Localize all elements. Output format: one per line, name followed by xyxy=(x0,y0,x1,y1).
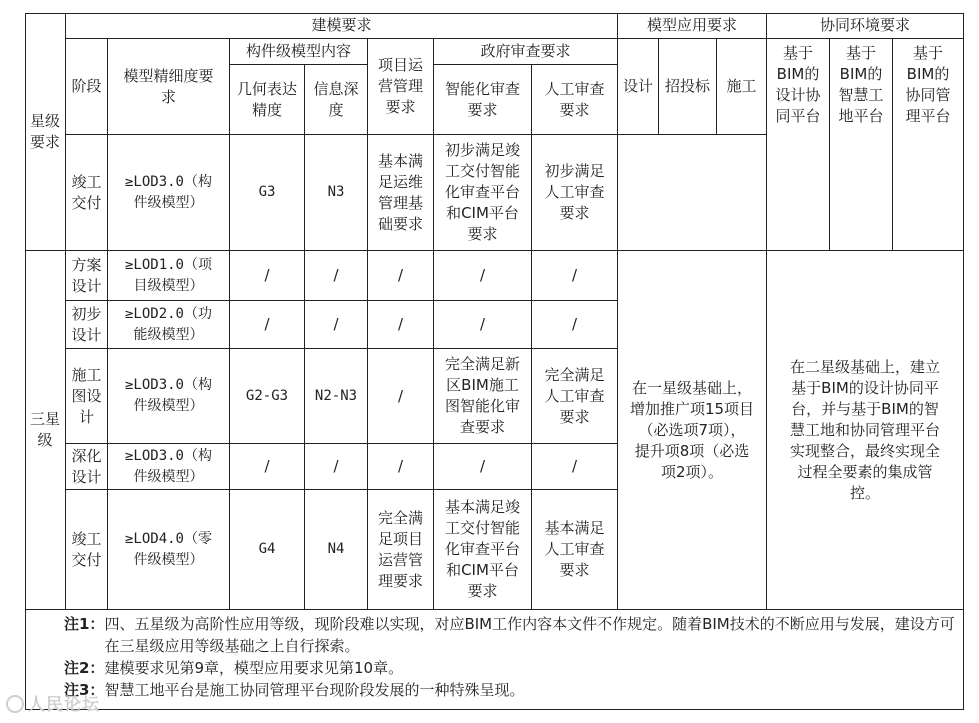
header-ops xyxy=(368,39,434,135)
header-modeling-text: 建模要求 xyxy=(311,16,372,34)
top-row-lod-text: ≥LOD3.0（构 件级模型） xyxy=(124,173,212,211)
header-app xyxy=(618,13,767,39)
row-detail-lod xyxy=(108,444,230,490)
row-cd-geometry-text: G2-G3 xyxy=(245,387,289,404)
header-bid xyxy=(659,39,717,135)
header-info-text: 信息深 度 xyxy=(313,79,359,119)
row-scheme-info-text: / xyxy=(333,266,339,284)
note-1-label: 注1： xyxy=(64,615,105,633)
row-scheme-info xyxy=(305,251,368,301)
note-2-label: 注2： xyxy=(64,659,105,677)
row-scheme-stage-text: 方案 设计 xyxy=(71,255,102,295)
header-gov xyxy=(434,39,618,65)
note-1 xyxy=(64,613,955,657)
row-cd-smart-text: 完全满足新 区BIM施工 图智能化审 查要求 xyxy=(444,355,520,436)
row-prelim-lod-text: ≥LOD2.0（功 能级模型） xyxy=(124,305,212,343)
row-scheme-geometry xyxy=(230,251,305,301)
row-delivery-lod-text: ≥LOD4.0（零 件级模型） xyxy=(124,530,212,568)
three-star-label-text: 三星 级 xyxy=(29,410,60,449)
row-cd-stage-text: 施工 图设 计 xyxy=(71,365,102,426)
row-detail-info xyxy=(305,444,368,490)
row-detail-ops-text: / xyxy=(397,457,404,475)
top-row-manual-text: 初步满足 人工审查 要求 xyxy=(544,162,605,222)
row-delivery-info-text: N4 xyxy=(327,541,345,557)
three-star-app-requirement xyxy=(618,251,767,610)
header-platform-mgmt-text: 基于 BIM的 协同管 理平台 xyxy=(905,44,951,125)
row-delivery-lod xyxy=(108,490,230,610)
row-prelim-info-text: / xyxy=(333,315,339,333)
header-smart xyxy=(434,65,532,135)
row-scheme-smart-text: / xyxy=(479,266,486,284)
row-delivery-smart-text: 基本满足竣 工交付智能 化审查平台 和CIM平台 要求 xyxy=(444,498,520,600)
header-build-text: 施工 xyxy=(726,77,757,95)
row-scheme-manual-text: / xyxy=(571,266,578,284)
row-cd-ops xyxy=(368,349,434,444)
row-prelim-smart xyxy=(434,301,532,349)
row-prelim-stage xyxy=(66,301,108,349)
row-cd-lod-text: ≥LOD3.0（构 件级模型） xyxy=(124,377,212,414)
row-delivery-info xyxy=(305,490,368,610)
header-star-level xyxy=(25,13,66,251)
header-bid-text: 招投标 xyxy=(664,77,710,95)
header-info xyxy=(305,65,368,135)
row-cd-manual xyxy=(532,349,618,444)
watermark-text: 人民论坛 xyxy=(28,695,100,715)
row-cd-stage xyxy=(66,349,108,444)
header-component-text: 构件级模型内容 xyxy=(245,42,351,60)
row-delivery-manual xyxy=(532,490,618,610)
row-prelim-manual xyxy=(532,301,618,349)
note-3-label: 注3： xyxy=(64,681,105,699)
header-platform-site xyxy=(830,39,893,251)
header-manual-text: 人工审查 要求 xyxy=(544,79,605,119)
row-prelim-stage-text: 初步 设计 xyxy=(71,304,102,344)
row-scheme-smart xyxy=(434,251,532,301)
three-star-app-text: 在一星级基础上， 增加推广项15项目 （必选项7项）， 提升项8项（必选 项2项）。 xyxy=(629,378,755,481)
row-delivery-geometry xyxy=(230,490,305,610)
row-scheme-ops xyxy=(368,251,434,301)
header-lod xyxy=(108,39,230,135)
notes-section xyxy=(25,609,964,710)
row-delivery-geometry-text: G4 xyxy=(258,541,276,557)
header-gov-text: 政府审查要求 xyxy=(480,42,571,60)
top-row-geometry xyxy=(230,135,305,251)
row-detail-manual-text: / xyxy=(571,457,578,475)
row-prelim-geometry-text: / xyxy=(264,315,270,333)
header-geometry xyxy=(230,65,305,135)
row-detail-manual xyxy=(532,444,618,490)
row-prelim-geometry xyxy=(230,301,305,349)
top-row-info xyxy=(305,135,368,251)
row-detail-stage xyxy=(66,444,108,490)
row-prelim-manual-text: / xyxy=(571,315,578,333)
top-row-stage-text: 竣工 交付 xyxy=(71,172,102,212)
top-row-lod xyxy=(108,135,230,251)
header-platform-mgmt xyxy=(893,39,964,251)
header-star-level-text: 星级 要求 xyxy=(29,111,60,151)
row-delivery-stage xyxy=(66,490,108,610)
row-delivery-manual-text: 基本满足 人工审查 要求 xyxy=(544,519,605,579)
row-prelim-info xyxy=(305,301,368,349)
row-detail-geometry-text: / xyxy=(264,457,270,475)
header-stage-text: 阶段 xyxy=(71,77,102,95)
header-collab xyxy=(767,13,964,39)
header-build xyxy=(717,39,767,135)
row-detail-smart-text: / xyxy=(479,457,486,475)
note-3 xyxy=(64,679,955,701)
top-row-ops xyxy=(368,135,434,251)
row-delivery-ops-text: 完全满 足项目 运营管 理要求 xyxy=(377,508,423,590)
row-prelim-lod xyxy=(108,301,230,349)
note-3-text: 智慧工地平台是施工协同管理平台现阶段发展的一种特殊呈现。 xyxy=(104,681,525,699)
note-1-text: 四、五星级为高阶性应用等级，现阶段难以实现，对应BIM工作内容本文件不作规定。随着BIM技术的不断应用与发展，建设方可在三星级应用等级基础之上自行探索。 xyxy=(104,615,955,655)
header-design-text: 设计 xyxy=(622,77,653,95)
header-platform-design xyxy=(767,39,830,251)
row-prelim-smart-text: / xyxy=(479,315,486,333)
row-cd-info-text: N2-N3 xyxy=(314,387,358,404)
row-scheme-stage xyxy=(66,251,108,301)
row-prelim-ops xyxy=(368,301,434,349)
row-scheme-geometry-text: / xyxy=(264,266,270,284)
header-modeling xyxy=(66,13,618,39)
row-scheme-ops-text: / xyxy=(397,266,404,284)
top-row-manual xyxy=(532,135,618,251)
top-row-stage xyxy=(66,135,108,251)
top-row-ops-text: 基本满 足运维 管理基 础要求 xyxy=(377,151,423,233)
header-app-text: 模型应用要求 xyxy=(646,16,737,34)
header-stage xyxy=(66,39,108,135)
row-delivery-ops xyxy=(368,490,434,610)
header-geometry-text: 几何表达 精度 xyxy=(236,79,297,119)
row-detail-ops xyxy=(368,444,434,490)
row-detail-info-text: / xyxy=(333,457,339,475)
header-smart-text: 智能化审查 要求 xyxy=(444,79,520,119)
row-cd-info xyxy=(305,349,368,444)
row-scheme-lod-text: ≥LOD1.0（项 目级模型） xyxy=(124,256,212,294)
header-component xyxy=(230,39,368,65)
header-platform-design-text: 基于 BIM的 设计协 同平台 xyxy=(775,44,821,125)
three-star-label xyxy=(25,251,66,610)
row-delivery-stage-text: 竣工 交付 xyxy=(71,529,102,569)
three-star-collab-requirement xyxy=(767,251,964,610)
header-design xyxy=(618,39,659,135)
row-cd-smart xyxy=(434,349,532,444)
row-detail-geometry xyxy=(230,444,305,490)
top-row-smart-text: 初步满足竣 工交付智能 化审查平台 和CIM平台 要求 xyxy=(444,141,520,243)
header-lod-text: 模型精细度要 求 xyxy=(123,66,214,106)
top-row-geometry-text: G3 xyxy=(258,184,276,200)
three-star-collab-text: 在二星级基础上，建立 基于BIM的设计协同平 台，并与基于BIM的智 慧工地和协同管理平台 实现整合，最终实现全 过程全要素的集成管 控。 xyxy=(789,357,940,502)
note-2-text: 建模要求见第9章，模型应用要求见第10章。 xyxy=(104,659,404,677)
header-collab-text: 协同环境要求 xyxy=(819,16,910,34)
row-scheme-lod xyxy=(108,251,230,301)
header-ops-text: 项目运 营管理 要求 xyxy=(377,56,423,116)
row-cd-lod xyxy=(108,349,230,444)
row-detail-lod-text: ≥LOD3.0（构 件级模型） xyxy=(124,447,212,485)
note-2 xyxy=(64,657,955,679)
row-detail-smart xyxy=(434,444,532,490)
row-cd-ops-text: / xyxy=(397,386,404,405)
row-detail-stage-text: 深化 设计 xyxy=(71,446,102,486)
row-scheme-manual xyxy=(532,251,618,301)
header-platform-site-text: 基于 BIM的 智慧工 地平台 xyxy=(838,44,884,125)
top-row-info-text: N3 xyxy=(327,184,345,200)
row-cd-manual-text: 完全满足 人工审查 要求 xyxy=(544,365,605,426)
watermark-logo-icon xyxy=(6,695,24,713)
row-delivery-smart xyxy=(434,490,532,610)
watermark xyxy=(6,690,100,715)
row-prelim-ops-text: / xyxy=(397,315,404,333)
header-manual xyxy=(532,65,618,135)
top-row-smart xyxy=(434,135,532,251)
top-row-app-blank xyxy=(618,135,767,251)
row-cd-geometry xyxy=(230,349,305,444)
